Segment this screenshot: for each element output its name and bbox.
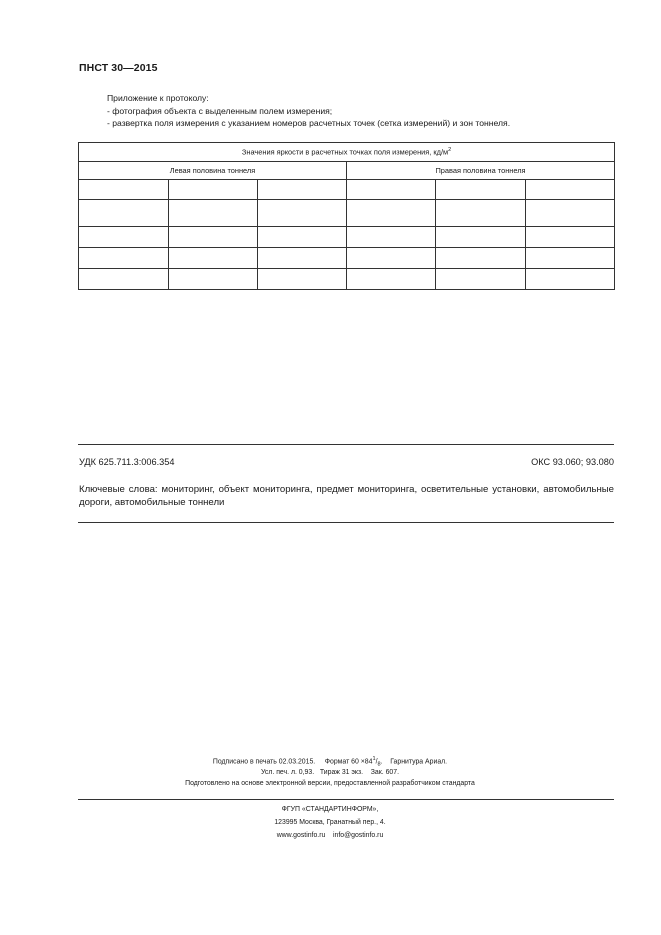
table-cell xyxy=(169,269,258,290)
table-cell xyxy=(526,248,615,269)
divider xyxy=(78,799,614,800)
document-code: ПНСТ 30—2015 xyxy=(79,62,158,74)
publisher-website[interactable]: www.gostinfo.ru xyxy=(276,832,326,839)
table-cell xyxy=(526,180,615,200)
table-cell xyxy=(258,269,347,290)
table-cell xyxy=(436,269,526,290)
appendix-item: - развертка поля измерения с указанием номеров расчетных точек (сетка измерений) и зон тоннеля. xyxy=(107,118,511,128)
publisher-email[interactable]: info@gostinfo.ru xyxy=(333,832,384,839)
table-cell xyxy=(169,180,258,200)
publisher-block xyxy=(60,803,600,842)
table-cell xyxy=(258,200,347,227)
table-cell xyxy=(526,269,615,290)
table-cell xyxy=(79,200,169,227)
udk-code: УДК 625.711.3:006.354 xyxy=(79,457,175,467)
table-cell xyxy=(169,248,258,269)
keywords: Ключевые слова: мониторинг, объект мониторинга, предмет мониторинга, осветительные установки, автомобильные дороги, автомобильные тоннели xyxy=(79,484,614,508)
table-cell xyxy=(347,180,436,200)
imprint-prepared: Подготовлено на основе электронной версии, предоставленной разработчиком стандарта xyxy=(185,780,475,787)
table-row xyxy=(79,227,615,248)
appendix-item: - фотография объекта с выделенным полем измерения; xyxy=(107,105,333,116)
table-cell xyxy=(169,227,258,248)
publisher-contacts xyxy=(60,829,600,842)
imprint-line-1: Подписано в печать 02.03.2015. Формат $60 \times 84^1/_8$. Гарнитура Ариал. xyxy=(212,756,448,768)
table-cell xyxy=(79,269,169,290)
left-half-header: Левая половина тоннеля xyxy=(79,162,347,180)
table-cell xyxy=(347,248,436,269)
table-cell xyxy=(258,248,347,269)
table-cell xyxy=(436,200,526,227)
table-row xyxy=(79,248,615,269)
divider xyxy=(78,444,614,445)
table-cell xyxy=(347,227,436,248)
appendix-block xyxy=(107,92,510,130)
table-cell xyxy=(79,180,169,200)
table-cell xyxy=(526,227,615,248)
oks-code: ОКС 93.060; 93.080 xyxy=(531,457,614,467)
table-cell xyxy=(347,200,436,227)
table-cell xyxy=(526,200,615,227)
table-cell xyxy=(347,269,436,290)
publisher-address: 123995 Москва, Гранатный пер., 4. xyxy=(274,819,386,826)
table-cell xyxy=(79,227,169,248)
table-cell xyxy=(436,180,526,200)
table-cell xyxy=(258,227,347,248)
table-row xyxy=(79,180,615,200)
measurement-table xyxy=(78,142,615,290)
appendix-title: Приложение к протоколу: xyxy=(107,93,209,103)
table-cell xyxy=(258,180,347,200)
table-cell xyxy=(169,200,258,227)
right-half-header: Правая половина тоннеля xyxy=(347,162,615,180)
divider xyxy=(78,522,614,523)
table-cell xyxy=(436,227,526,248)
table-row xyxy=(79,269,615,290)
table-caption: Значения яркости в расчетных точках поля измерения, $кд/м^2$ xyxy=(79,143,615,162)
table-cell xyxy=(79,248,169,269)
publisher-name: ФГУП «СТАНДАРТИНФОРМ», xyxy=(281,806,379,813)
table-cell xyxy=(436,248,526,269)
table-row xyxy=(79,200,615,227)
imprint-line-2: Усл. печ. л. 0,93. Тираж 31 экз. Зак. 607. xyxy=(260,769,400,776)
